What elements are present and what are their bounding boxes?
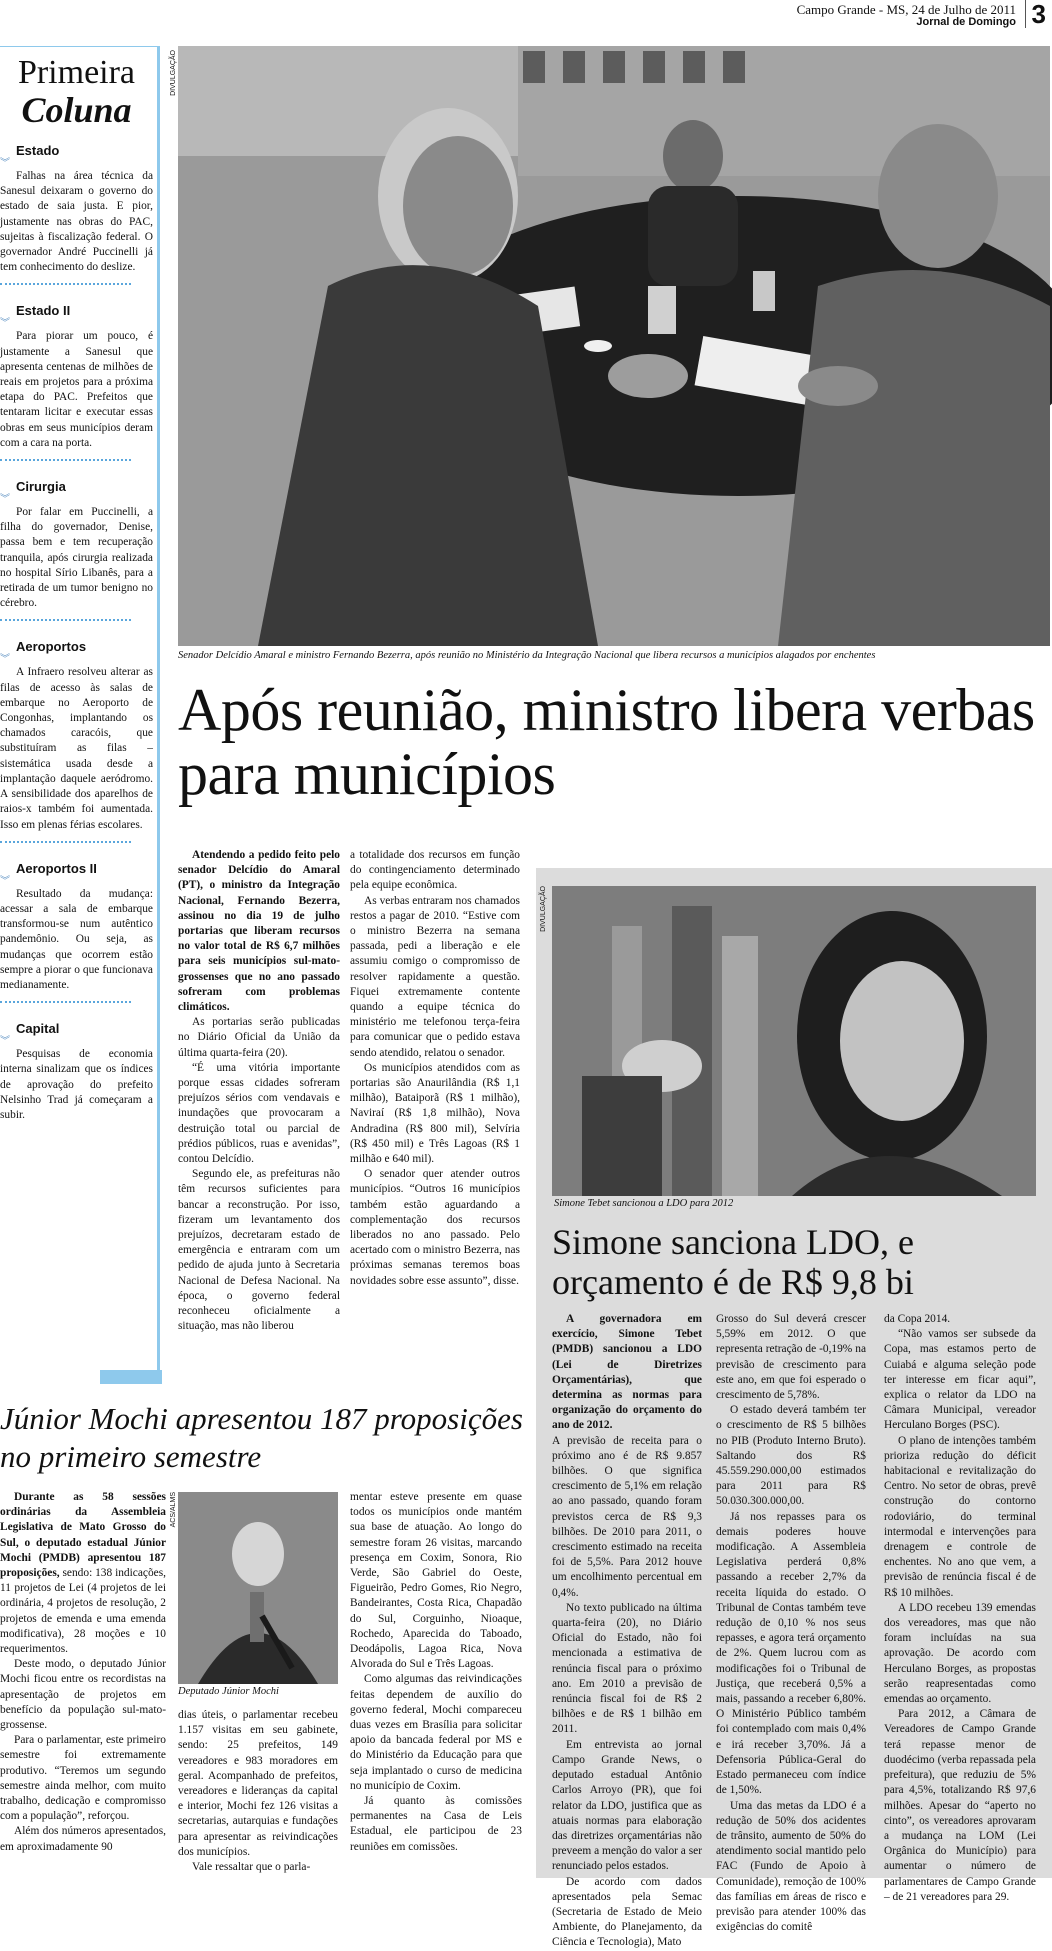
photo-caption: Senador Delcídio Amaral e ministro Fernando Bezerra, após reunião no Ministério da Integração Nacional que libera recursos a municípios alagados por enchentes bbox=[178, 650, 876, 661]
article-column bbox=[178, 848, 340, 1335]
article-paragraph: Já quanto às comissões permanentes na Casa de Leis Estadual, ele participou de 23 reuniões em comissões. bbox=[350, 1795, 522, 1853]
article-lead: Atendendo a pedido feito pelo senador Delcídio do Amaral (PT), o ministro da Integração Nacional, Fernando Bezerra, assinou no dia 19 de julho portarias que liberam recursos no valor total de R$ 6,7 milhões para seis municípios sul-mato-grossenses que no ano passado sofreram com problemas climáticos. bbox=[178, 849, 340, 1014]
photo-credit: DIVULGAÇÃO bbox=[170, 50, 177, 96]
article-paragraph: O estado deverá também ter o crescimento de R$ 5 bilhões no PIB (Produto Interno Bruto). Saltando dos R$ 45.559.290.000,00 estimados para 2011 para R$ 50.030.300.000,00. bbox=[716, 1404, 866, 1508]
article-paragraph: Grosso do Sul deverá crescer 5,59% em 2012. O que representa retração de -0,19% na previsão de crescimento para este ano, em que foi esperado o crescimento de 5,78%. bbox=[716, 1313, 866, 1402]
article-paragraph: Além dos números apresentados, em aproximadamente 90 bbox=[0, 1825, 166, 1853]
column-note bbox=[0, 639, 153, 842]
article-paragraph: As portarias serão publicadas no Diário Oficial da União da última quarta-feira (20). bbox=[178, 1016, 340, 1059]
article-paragraph: Já nos repasses para os demais poderes houve modificação. A Assembleia Legislativa perderá 0,8% passando a receber 2,7% da receita líquida do estado. O Tribunal de Contas também teve redução de 0,10 % nos seus repasses, e agora terá orçamento de 2%. Quem lucrou com as modificações foi o Tribunal de Justiça, que receberá 0,5% a mais, passando a receber 6,80%. O Ministério Público também foi contemplado com mais 0,4% e irá receber 3,70%. Já a Defensoria Pública-Geral do Estado permaneceu com índice de 1,50%. bbox=[716, 1510, 866, 1797]
mochi-photo-illustration bbox=[178, 1492, 338, 1684]
article-paragraph: O senador quer atender outros municípios. “Outros 16 municípios também estão aguardando a complementação dos recursos liberados no ano passado. Pelo acertado com o ministro Bezerra, nas próximas semanas teremos boas novidades sobre esse assunto”, disse. bbox=[350, 1168, 520, 1287]
primeira-coluna bbox=[0, 46, 160, 1384]
column-footer-bar bbox=[100, 1370, 162, 1384]
chevron-down-icon: ︾ bbox=[0, 654, 10, 666]
article-column bbox=[716, 1312, 866, 1935]
article-paragraph: Uma das metas da LDO é a redução de 50% dos acidentes de trânsito, aumento de 50% do atendimento social mantido pelo FAC (Fundo de Apoio à Comunidade), remoção de 100% das famílias em áreas de risco e previsão para atender 100% das exigências do comitê bbox=[716, 1799, 866, 1934]
main-headline: Após reunião, ministro libera verbas para municípios bbox=[178, 677, 1035, 807]
article-column bbox=[350, 848, 520, 1289]
meeting-photo bbox=[178, 46, 1050, 646]
article-lead-rest: sendo: 138 indicações, 11 projetos de Lei (4 projetos de lei ordinária, 4 projetos de resolução, 2 projetos de emenda e uma emenda modificativa), 28 moções e 10 requerimentos. bbox=[0, 1567, 166, 1656]
note-heading: Capital bbox=[16, 1021, 60, 1037]
note-heading: Aeroportos II bbox=[16, 860, 97, 876]
note-text: Por falar em Puccinelli, a filha do governador, Denise, passa bem e tem recuperação tranquila, após cirurgia realizada no hospital Sírio Libanês, para a retirada de um tumor benigno no cérebro. bbox=[0, 506, 153, 610]
photo-caption: Deputado Júnior Mochi bbox=[178, 1686, 279, 1697]
article-column bbox=[350, 1490, 522, 1855]
article-paragraph: Vale ressaltar que o parla- bbox=[192, 1861, 311, 1874]
divider bbox=[0, 283, 131, 285]
article-paragraph: Para o parlamentar, este primeiro semestre foi extremamente produtivo. “Teremos um segundo semestre ainda melhor, com muito trabalho, dedicação e compromisso com a população”, reforçou. bbox=[0, 1734, 166, 1823]
article-column bbox=[0, 1490, 166, 1855]
chevron-down-icon: ︾ bbox=[0, 494, 10, 506]
article-paragraph: As verbas entraram nos chamados restos a pagar de 2010. “Estive com o ministro Bezerra na semana passada, pedi a liberação e ele assumiu comigo o compromisso de resolver rapidamente a questão. Fiquei extremamente contente quando a equipe técnica do ministério me telefonou terça-feira para comunicar que o pedido estava sendo atendido, relatou o senador. bbox=[350, 894, 520, 1059]
photo-credit: ACS/ALMS bbox=[170, 1492, 177, 1528]
note-text: Pesquisas de economia interna sinalizam que os índices de aprovação do prefeito Nelsinho Trad já começaram a subir. bbox=[0, 1048, 153, 1121]
note-text: Para piorar um pouco, é justamente a Sanesul que apresenta centenas de milhões de reais em projetos para a próxima etapa do PAC. Prefeitos que tentaram licitar e executar essas obras em seus municípios deram com a cara na porta. bbox=[0, 330, 153, 449]
article-paragraph: “Não vamos ser subsede da Copa, mas estamos perto de Cuiabá e alguma seleção pode ter interesse em ficar aqui”, explica o relator da LDO na Câmara Municipal, vereador Herculano Borges (PSC). bbox=[884, 1328, 1036, 1432]
photo-caption: Simone Tebet sancionou a LDO para 2012 bbox=[554, 1198, 734, 1209]
header-date: Campo Grande - MS, 24 de Julho de 2011 bbox=[796, 2, 1016, 17]
junior-mochi-photo bbox=[178, 1492, 338, 1684]
article-paragraph: a totalidade dos recursos em função do contingenciamento determinado pela equipe econômica. bbox=[350, 849, 520, 892]
article-paragraph: No texto publicado na última quarta-feira (20), no Diário Oficial do Estado, não foi mencionada a estimativa de renúncia fiscal para o próximo ano. Em 2010 a previsão de renúncia fiscal foi de R$ 2 bilhões e de R$ 1 bilhão em 2011. bbox=[552, 1601, 702, 1736]
article-paragraph: De acordo com dados apresentados pela Semac (Secretaria de Estado de Meio Ambiente, do Planejamento, da Ciência e Tecnologia), Mato bbox=[552, 1875, 702, 1949]
box-headline: Simone sanciona LDO, e orçamento é de R$ 9,8 bi bbox=[552, 1222, 914, 1302]
chevron-down-icon: ︾ bbox=[0, 158, 10, 169]
article-column bbox=[552, 1312, 702, 1951]
note-heading: Estado bbox=[16, 143, 60, 158]
simone-photo-illustration bbox=[552, 886, 1036, 1196]
article-paragraph: O plano de intenções também prioriza redução do déficit habitacional e revitalização do Centro. No setor de obras, prevê construção do contorno rodoviário, do terminal intermodal e intervenções para drenagem e controle de enchentes. No ano que vem, a previsão de renúncia fiscal é de R$ 10 milhões. bbox=[884, 1434, 1036, 1599]
page-number: 3 bbox=[1025, 0, 1046, 28]
article-paragraph: Segundo ele, as prefeituras não têm recursos suficientes para bancar a reconstrução. Por isso, fizeram um levantamento dos prejuízos, decretaram estado de emergência e entraram com um pedido de ajuda junto à Secretaria Nacional de Defesa Nacional. Na época, o governo federal reconheceu oficialmente a situação, mas não liberou bbox=[178, 1168, 340, 1333]
article-column bbox=[178, 1708, 338, 1875]
article-paragraph: A LDO recebeu 139 emendas dos vereadores, mas que não foram incluídas na sua aprovação. De acordo com Herculano Borges, as propostas serão reapresentadas como emendas ao orçamento. bbox=[884, 1601, 1036, 1706]
article-paragraph: Deste modo, o deputado Júnior Mochi ficou entre os recordistas na apresentação de projetos em benefício da população sul-mato-grossense. bbox=[0, 1658, 166, 1732]
chevron-down-icon: ︾ bbox=[0, 875, 10, 887]
column-note bbox=[0, 479, 153, 621]
column-note bbox=[0, 303, 153, 461]
article-paragraph: dias úteis, o parlamentar recebeu 1.157 visitas em seu gabinete, sendo: 25 prefeitos, 149 vereadores e 983 moradores em geral. Acompanhado de prefeitos, vereadores e lideranças da capital e interior, Mochi fez 126 visitas a secretarias, autarquias e fundações para apresentar as reivindicações dos municípios. bbox=[178, 1709, 338, 1858]
column-title-primeira: Primeira bbox=[17, 54, 136, 91]
article-lead: Durante as 58 sessões ordinárias da Assembleia Legislativa de Mato Grosso do Sul, o deputado estadual Júnior Mochi (PMDB) apresentou 187 proposições, bbox=[0, 1491, 166, 1580]
meeting-photo-illustration bbox=[178, 46, 1050, 646]
note-heading: Aeroportos bbox=[16, 639, 87, 655]
column-title-coluna: Coluna bbox=[21, 90, 132, 130]
note-text: Falhas na área técnica da Sanesul deixaram o governo do estado de saia justa. E pior, justamente nas obras do PAC, sujeitas à fiscalização federal. O governador André Puccinelli já tem conhecimento do deslize. bbox=[0, 170, 153, 274]
article-paragraph: Em entrevista ao jornal Campo Grande News, o deputado estadual Antônio Carlos Arroyo (PR), que foi relator da LDO, justifica que as atuais normas para elaboração das diretrizes orçamentárias não preveem a menção do valor a ser renunciado pelos estados. bbox=[552, 1738, 702, 1873]
mochi-headline: Júnior Mochi apresentou 187 proposições no primeiro semestre bbox=[0, 1401, 523, 1474]
divider bbox=[0, 841, 131, 843]
photo-credit: DIVULGAÇÃO bbox=[540, 886, 547, 932]
column-note bbox=[0, 143, 153, 285]
article-paragraph: da Copa 2014. bbox=[884, 1313, 951, 1325]
divider bbox=[0, 619, 131, 621]
column-note bbox=[0, 861, 153, 1003]
article-paragraph: A previsão de receita para o próximo ano é de R$ 9.857 bilhões. O que significa crescimento de 5,1% em relação ao ano passado, quando foram previstos cerca de R$ 9,3 bilhões. De 2010 para 2011, o crescimento estimado na receita foi de 5,5%. Para 2012 houve um encolhimento percentual em 0,4%. bbox=[552, 1434, 702, 1599]
article-paragraph: mentar esteve presente em quase todos os municípios onde mantém sua base de atuação. Ao longo do semestre foram 26 visitas, marcando presença em Coxim, Sonora, Rio Verde, São Gabriel do Oeste, Figueirão, Pedro Gomes, Rio Negro, Bandeirantes, Costa Rica, Chapadão do Sul, Corguinho, Nioaque, Rochedo, Aparecida do Taboado, Deodápolis, Lagoa Rica, Nova Alvorada do Sul e Três Lagoas. bbox=[350, 1491, 522, 1671]
article-paragraph: Os municípios atendidos com as portarias são Anaurilândia (R$ 1,1 milhão), Bataiporã (R$ 1 milhão), Naviraí (R$ 1,8 milhão), Nova Andradina (R$ 800 mil), Selvíria (R$ 450 mil) e Três Lagoas (R$ 1 milhão e 640 mil). bbox=[350, 1061, 520, 1166]
article-paragraph: Para 2012, a Câmara de Vereadores de Campo Grande terá repasse menor de duodécimo (verba repassada pela prefeitura), que reduziu de 5% para 4,5%, totalizando R$ 97,6 milhões. Apesar do “aperto no cinto”, os vereadores aprovaram a mudança na LOM (Lei Orgânica do Município) para aumentar o número de parlamentares de Campo Grande – de 21 vereadores para 29. bbox=[884, 1708, 1036, 1903]
simone-tebet-photo bbox=[552, 886, 1036, 1196]
column-note bbox=[0, 1021, 153, 1123]
chevron-down-icon: ︾ bbox=[0, 318, 10, 330]
article-lead: A governadora em exercício, Simone Tebet (PMDB) sancionou a LDO (Lei de Diretrizes Orçamentárias), que determina as normas para organização do orçamento do ano de 2012. bbox=[552, 1313, 702, 1432]
divider bbox=[0, 1001, 131, 1003]
article-paragraph: “É uma vitória importante porque essas cidades sofreram prejuízos sérios com vendavais e inundações que provocaram a destruição total ou parcial de prédios públicos, ruas e avenidas”, contou Delcídio. bbox=[178, 1061, 340, 1166]
note-heading: Cirurgia bbox=[16, 479, 66, 495]
note-text: Resultado da mudança: acessar a sala de embarque transformou-se num autêntico pandemônio. Ou seja, as mudanças que ocorrem estão sempre a piorar o que funcionava medianamente. bbox=[0, 887, 153, 991]
newspaper-name: Jornal de Domingo bbox=[916, 16, 1016, 28]
note-heading: Estado II bbox=[16, 303, 71, 319]
divider bbox=[0, 459, 131, 461]
article-paragraph: Como algumas das reivindicações feitas dependem de auxílio do governo federal, Mochi compareceu duas vezes em Brasília para solicitar apoio da bancada federal por MS e do Ministério da Educação para que seja implantado o curso de medicina no município de Coxim. bbox=[350, 1673, 522, 1792]
article-column bbox=[884, 1312, 1036, 1905]
chevron-down-icon: ︾ bbox=[0, 1036, 10, 1048]
note-text: A Infraero resolveu alterar as filas de acesso às salas de embarque no Aeroporto de Congonhas, implantando os chamados caracóis, que substituíram as filas – sistemática usada desde a implantação daquele aeródromo. A sensibilidade dos aparelhos de raios-x também foi aumentada. Isso em plenas férias escolares. bbox=[0, 666, 153, 831]
